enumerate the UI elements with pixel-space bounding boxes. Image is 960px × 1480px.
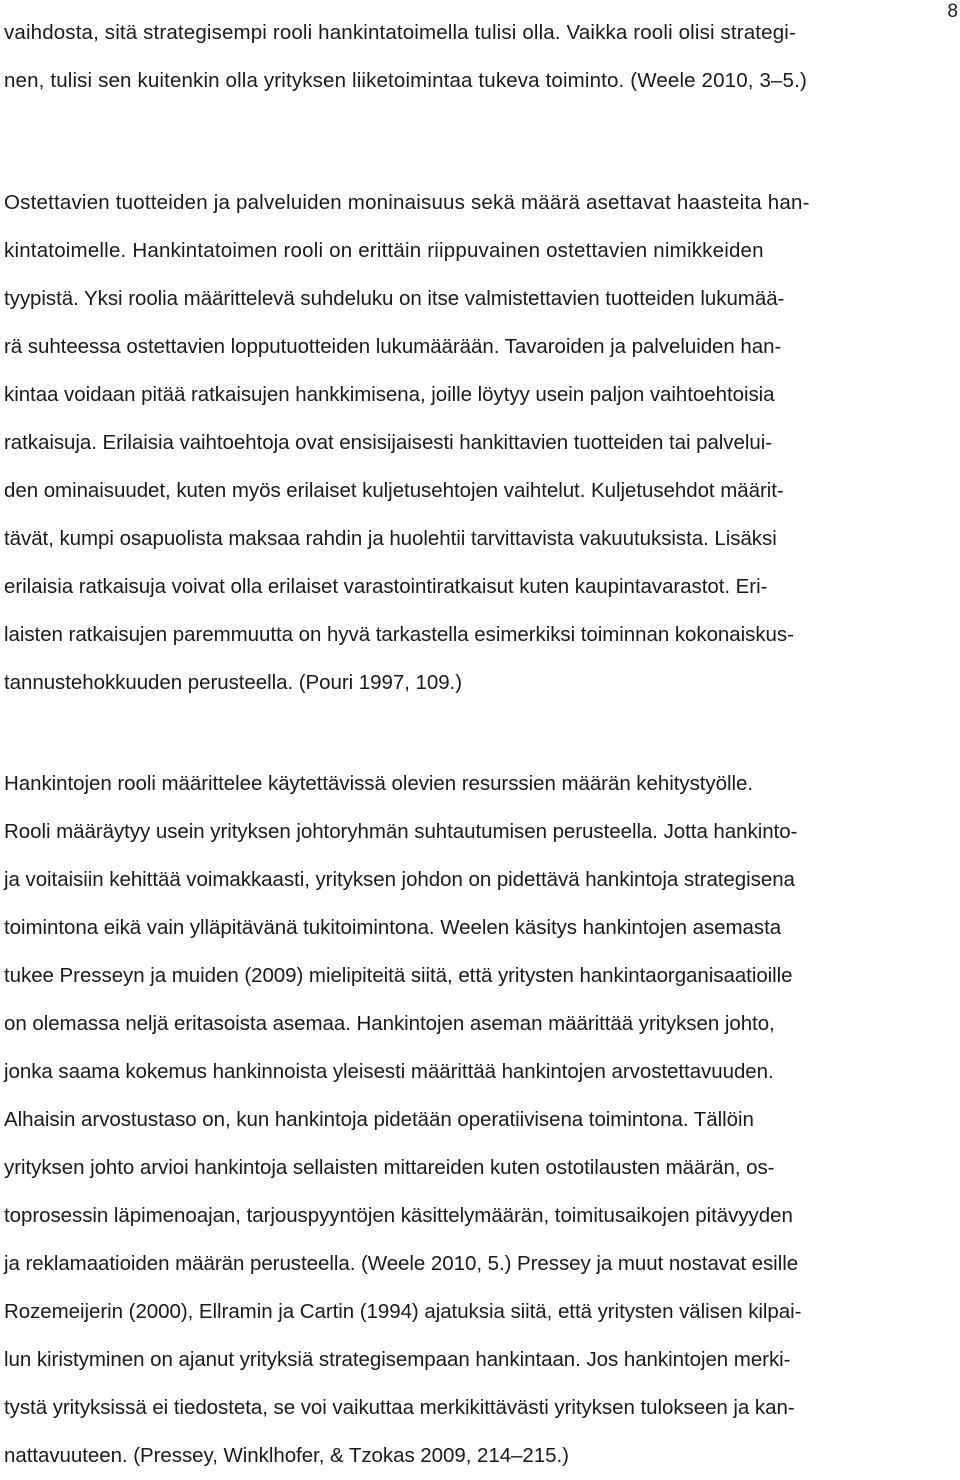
text-line: yrityksen johto arvioi hankintoja sellaisten mittareiden kuten ostotilausten määrän, os-	[4, 1156, 775, 1179]
text-line: nen, tulisi sen kuitenkin olla yrityksen liiketoimintaa tukeva toiminto. (Weele 2010, 3–5.)	[4, 69, 807, 92]
text-line: jonka saama kokemus hankinnoista yleisesti määrittää hankintojen arvostettavuuden.	[4, 1060, 774, 1083]
text-line: Ostettavien tuotteiden ja palveluiden moninaisuus sekä määrä asettavat haasteita han-	[4, 191, 810, 214]
text-line: ratkaisuja. Erilaisia vaihtoehtoja ovat ensisijaisesti hankittavien tuotteiden tai palvelui-	[4, 431, 772, 454]
text-line: ja reklamaatioiden määrän perusteella. (Weele 2010, 5.) Pressey ja muut nostavat esille	[4, 1252, 799, 1275]
text-line: Rooli määräytyy usein yrityksen johtoryhmän suhtautumisen perusteella. Jotta hankinto-	[4, 820, 798, 843]
text-line: tystä yrityksissä ei tiedosteta, se voi vaikuttaa merkikittävästi yrityksen tulokseen ja kan-	[4, 1396, 795, 1419]
paragraph-1	[4, 9, 954, 105]
text-line: tyypistä. Yksi roolia määrittelevä suhdeluku on itse valmistettavien tuotteiden lukumää-	[4, 287, 785, 310]
text-line: toimintona eikä vain ylläpitävänä tukitoimintona. Weelen käsitys hankintojen asemasta	[4, 916, 782, 939]
paragraph-2	[4, 179, 954, 707]
page-number: 8	[947, 1, 958, 22]
text-line: kintaa voidaan pitää ratkaisujen hankkimisena, joille löytyy usein paljon vaihtoehtoisia	[4, 383, 775, 406]
text-line: rä suhteessa ostettavien lopputuotteiden lukumäärään. Tavaroiden ja palveluiden han-	[4, 335, 782, 358]
text-line: toprosessin läpimenoajan, tarjouspyyntöjen käsittelymäärän, toimitusaikojen pitävyyden	[4, 1204, 793, 1227]
text-line: kintatoimelle. Hankintatoimen rooli on erittäin riippuvainen ostettavien nimikkeiden	[4, 239, 764, 262]
text-line: tukee Presseyn ja muiden (2009) mielipiteitä siitä, että yritysten hankintaorganisaatioille	[4, 964, 793, 987]
text-line: erilaisia ratkaisuja voivat olla erilaiset varastointiratkaisut kuten kaupintavarastot. Eri-	[4, 575, 768, 598]
text-line: tävät, kumpi osapuolista maksaa rahdin ja huolehtii tarvittavista vakuutuksista. Lisäksi	[4, 527, 777, 550]
text-line: Rozemeijerin (2000), Ellramin ja Cartin (1994) ajatuksia siitä, että yritysten välisen kilpai-	[4, 1300, 802, 1323]
text-line: ja voitaisiin kehittää voimakkaasti, yrityksen johdon on pidettävä hankintoja strategisena	[4, 868, 795, 891]
text-line: den ominaisuudet, kuten myös erilaiset kuljetusehtojen vaihtelut. Kuljetusehdot määrit-	[4, 479, 784, 502]
text-line: vaihdosta, sitä strategisempi rooli hankintatoimella tulisi olla. Vaikka rooli olisi strategi-	[4, 21, 796, 44]
text-line: lun kiristyminen on ajanut yrityksiä strategisempaan hankintaan. Jos hankintojen merki-	[4, 1348, 791, 1371]
text-line: Hankintojen rooli määrittelee käytettävissä olevien resurssien määrän kehitystyölle.	[4, 772, 753, 795]
text-line: Alhaisin arvostustaso on, kun hankintoja pidetään operatiivisena toimintona. Tällöin	[4, 1108, 754, 1131]
text-line: laisten ratkaisujen paremmuutta on hyvä tarkastella esimerkiksi toiminnan kokonaiskus-	[4, 623, 794, 646]
text-line: tannustehokkuuden perusteella. (Pouri 1997, 109.)	[4, 671, 462, 694]
paragraph-3	[4, 760, 954, 1480]
text-line: nattavuuteen. (Pressey, Winklhofer, & Tzokas 2009, 214–215.)	[4, 1444, 569, 1467]
text-line: on olemassa neljä eritasoista asemaa. Hankintojen aseman määrittää yrityksen johto,	[4, 1012, 775, 1035]
